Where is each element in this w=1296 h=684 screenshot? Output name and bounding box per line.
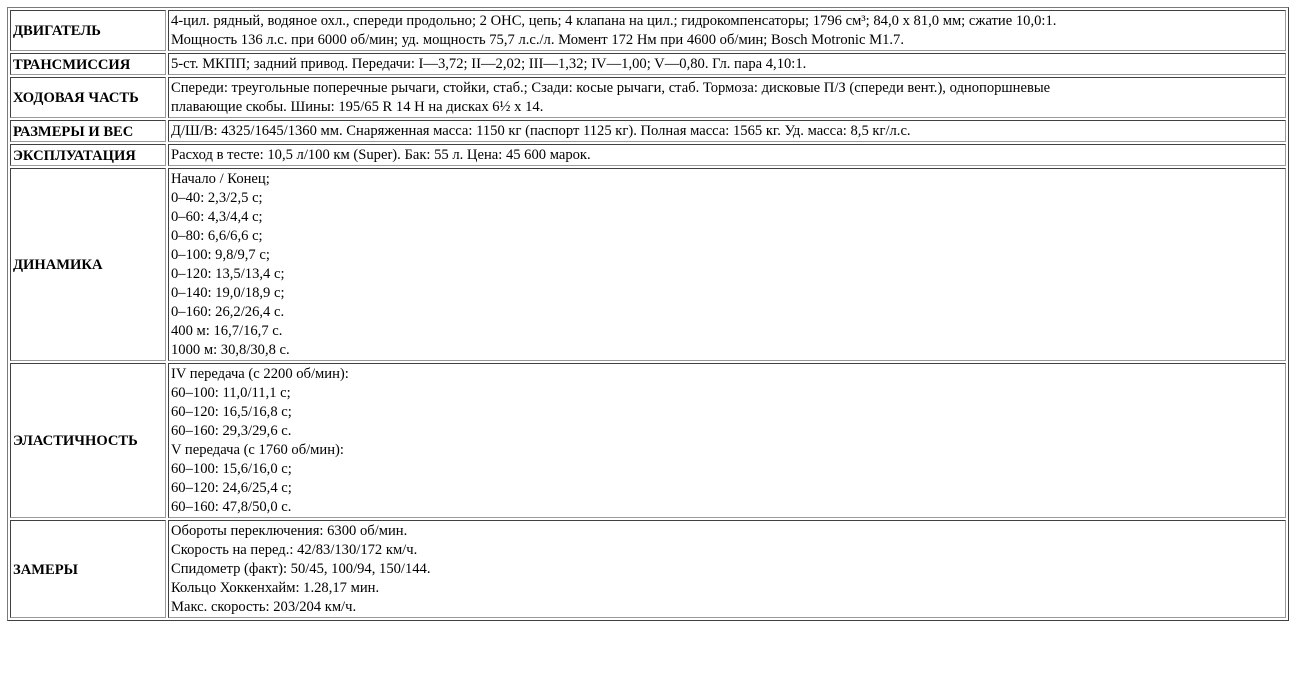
spec-value-line: 0–140: 19,0/18,9 с; bbox=[171, 285, 285, 301]
spec-value-line: 60–100: 15,6/16,0 с; bbox=[171, 461, 292, 477]
spec-value-line: Кольцо Хоккенхайм: 1.28,17 мин. bbox=[171, 580, 380, 596]
spec-value-elasticity bbox=[168, 363, 1286, 518]
spec-label-chassis: ХОДОВАЯ ЧАСТЬ bbox=[10, 77, 166, 118]
spec-value-measurements bbox=[168, 520, 1286, 618]
spec-value-line: Расход в тесте: 10,5 л/100 км (Super). Бак: 55 л. Цена: 45 600 марок. bbox=[171, 147, 591, 163]
spec-value-line: 0–80: 6,6/6,6 с; bbox=[171, 228, 263, 244]
spec-row-dynamics bbox=[10, 168, 1286, 361]
spec-row-dimensions bbox=[10, 120, 1286, 142]
spec-value-line: 60–100: 11,0/11,1 с; bbox=[171, 385, 291, 401]
spec-value-line: 0–40: 2,3/2,5 с; bbox=[171, 190, 263, 206]
spec-value-line: Д/Ш/В: 4325/1645/1360 мм. Снаряженная масса: 1150 кг (паспорт 1125 кг). Полная масса: 1565 кг. Уд. масса: 8,5 кг/л.с. bbox=[171, 123, 911, 139]
spec-label-measurements: ЗАМЕРЫ bbox=[10, 520, 166, 618]
spec-value-line: 1000 м: 30,8/30,8 с. bbox=[171, 342, 290, 358]
spec-value-line: Обороты переключения: 6300 об/мин. bbox=[171, 523, 408, 539]
spec-value-line: 400 м: 16,7/16,7 с. bbox=[171, 323, 283, 339]
spec-value-line: 60–160: 29,3/29,6 с. bbox=[171, 423, 292, 439]
spec-value-operation bbox=[168, 144, 1286, 166]
spec-label-dimensions: РАЗМЕРЫ И ВЕС bbox=[10, 120, 166, 142]
spec-value-engine bbox=[168, 10, 1286, 51]
spec-value-line: 0–120: 13,5/13,4 с; bbox=[171, 266, 285, 282]
spec-value-line: V передача (с 1760 об/мин): bbox=[171, 442, 344, 458]
spec-value-line: 60–120: 16,5/16,8 с; bbox=[171, 404, 292, 420]
spec-value-line: Мощность 136 л.с. при 6000 об/мин; уд. мощность 75,7 л.с./л. Момент 172 Нм при 4600 об/мин; Bosch Motronic M1.7. bbox=[171, 32, 904, 48]
spec-value-line: плавающие скобы. Шины: 195/65 R 14 H на дисках 6½ x 14. bbox=[171, 99, 544, 115]
spec-label-transmission: ТРАНСМИССИЯ bbox=[10, 53, 166, 75]
spec-row-engine bbox=[10, 10, 1286, 51]
spec-table-body bbox=[10, 10, 1286, 618]
spec-value-chassis bbox=[168, 77, 1286, 118]
spec-row-elasticity bbox=[10, 363, 1286, 518]
spec-value-line: 0–60: 4,3/4,4 с; bbox=[171, 209, 263, 225]
spec-label-elasticity: ЭЛАСТИЧНОСТЬ bbox=[10, 363, 166, 518]
spec-value-line: Макс. скорость: 203/204 км/ч. bbox=[171, 599, 357, 615]
spec-row-chassis bbox=[10, 77, 1286, 118]
spec-value-line: 60–120: 24,6/25,4 с; bbox=[171, 480, 292, 496]
spec-row-measurements bbox=[10, 520, 1286, 618]
spec-value-dynamics bbox=[168, 168, 1286, 361]
spec-row-transmission bbox=[10, 53, 1286, 75]
spec-value-line: Скорость на перед.: 42/83/130/172 км/ч. bbox=[171, 542, 418, 558]
spec-value-line: Спереди: треугольные поперечные рычаги, стойки, стаб.; Сзади: косые рычаги, стаб. Тормоза: дисковые П/З (спереди вент.), однопоршневые bbox=[171, 80, 1051, 96]
spec-label-operation: ЭКСПЛУАТАЦИЯ bbox=[10, 144, 166, 166]
spec-value-transmission bbox=[168, 53, 1286, 75]
spec-value-line: 5-ст. МКПП; задний привод. Передачи: I—3,72; II—2,02; III—1,32; IV—1,00; V—0,80. Гл. пара 4,10:1. bbox=[171, 56, 807, 72]
spec-value-line: IV передача (с 2200 об/мин): bbox=[171, 366, 349, 382]
spec-label-engine: ДВИГАТЕЛЬ bbox=[10, 10, 166, 51]
spec-value-line: 0–100: 9,8/9,7 с; bbox=[171, 247, 270, 263]
spec-value-line: 0–160: 26,2/26,4 с. bbox=[171, 304, 285, 320]
spec-value-line: Спидометр (факт): 50/45, 100/94, 150/144. bbox=[171, 561, 431, 577]
spec-value-dimensions bbox=[168, 120, 1286, 142]
spec-row-operation bbox=[10, 144, 1286, 166]
spec-label-dynamics: ДИНАМИКА bbox=[10, 168, 166, 361]
spec-value-line: Начало / Конец; bbox=[171, 171, 270, 187]
spec-value-line: 4-цил. рядный, водяное охл., спереди продольно; 2 ОНС, цепь; 4 клапана на цил.; гидрокомпенсаторы; 1796 см³; 84,0 x 81,0 мм; сжатие 10,0:1. bbox=[171, 13, 1057, 29]
spec-value-line: 60–160: 47,8/50,0 с. bbox=[171, 499, 292, 515]
spec-table bbox=[7, 7, 1289, 621]
